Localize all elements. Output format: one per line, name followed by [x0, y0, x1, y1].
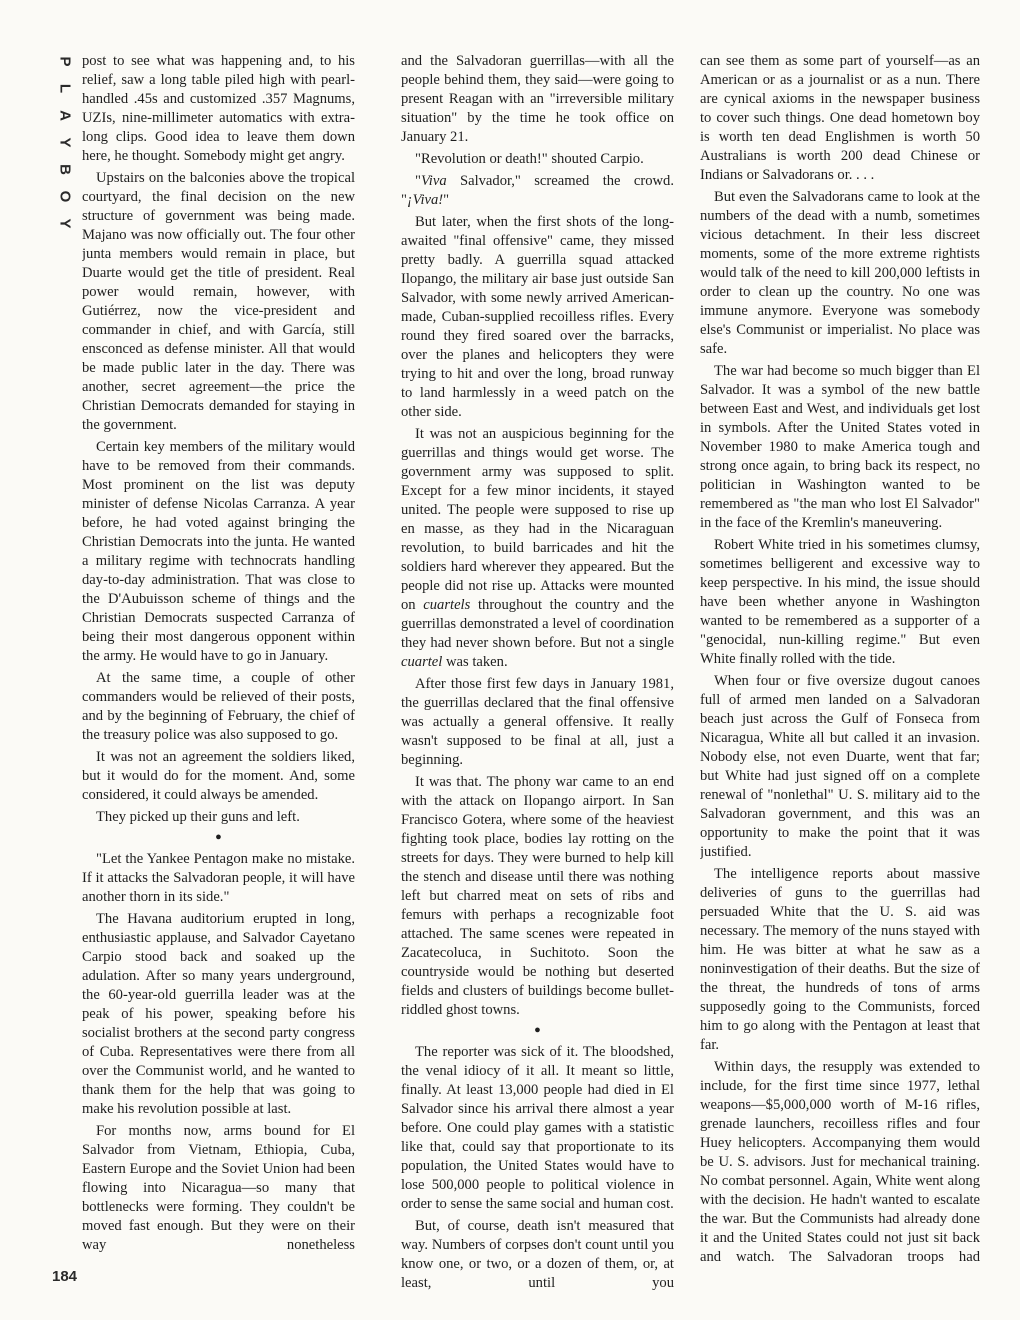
mag-letter: O — [56, 190, 74, 203]
paragraph: It was that. The phony war came to an end with the attack on Ilopango airport. In San Francisco Gotera, where some of the heaviest fighting took place, bodies lay rotting on the streets for days. They were burned to help kill the stench and disease until there was nothing left but charred meat on sets of ribs and femurs with perhaps a recognizable foot attached. The same scenes were repeated in Zacatecoluca, in Suchitoto. Soon the countryside would be nothing but deserted fields and clusters of buildings become bullet-riddled ghost towns. — [401, 774, 674, 1018]
paragraph: After those first few days in January 1981, the guerrillas declared that the final offensive was actually a general offensive. It really wasn't supposed to be final at all, just a beginning. — [401, 676, 674, 768]
paragraph: Robert White tried in his sometimes clumsy, sometimes belligerent and excessive way to keep perspective. In his mind, the issue should have been whether anyone in Washington wanted to be remembered as a supporter of a "genocidal, nun-killing regime." But even White finally rolled with the tide. — [700, 537, 980, 667]
italic-text: ¡Viva! — [406, 192, 444, 208]
paragraph: and the Salvadoran guerrillas—with all the people behind them, they said—were going to present Reagan with an "irreversible military situation" by the time he took office on January 21. — [401, 53, 674, 145]
paragraph: The war had become so much bigger than El Salvador. It was a symbol of the new battle between East and West, and individuals get lost in symbols. After the United States voted in November 1980 to make America tough and strong once again, to bring back its respect, no politician in Washington wanted to be remembered as "the man who lost El Salvador" in the face of the Kremlin's maneuvering. — [700, 363, 980, 531]
text-run: " — [415, 173, 421, 189]
italic-text: cuartel — [401, 654, 443, 670]
article-column-2 — [401, 52, 674, 1302]
paragraph: Upstairs on the balconies above the tropical courtyard, the final decision on the new structure of government was being made. Majano was now officially out. The four other junta members would remain in place, but Duarte would get the title of president. Real power would remain, however, with Gutiérrez, now the vice-president and commander in chief, and with García, still ensconced as defense minister. All that would be made public later in the day. There was another, secret agreement—the price the Christian Democrats demanded for staying in the government. — [82, 170, 355, 433]
paragraph: But even the Salvadorans came to look at the numbers of the dead with a numb, sometimes vicious detachment. In their less discreet moments, some of the more extreme rightists would talk of the need to kill 200,000 leftists in order to clean up the country. No one was immune anymore. Everyone was somebody else's Communist or imperialist. No place was safe. — [700, 189, 980, 357]
italic-text: Viva — [420, 173, 447, 189]
paragraph: can see them as some part of yourself—as an American or as a journalist or as a nun. There are cynical axioms in the newspaper business to cover such things. One dead hometown boy is worth ten dead Englishmen is worth 50 Australians is worth 200 dead Chinese or Indians or Salvadorans or. . . . — [700, 53, 980, 183]
section-break-bullet: ● — [215, 831, 222, 843]
paragraph: The Havana auditorium erupted in long, enthusiastic applause, and Salvador Cayetano Carpio stood back and soaked up the adulation. After so many years underground, the 60-year-old guerrilla leader was at the peak of his power, speaking before his socialist brothers at the second party congress of Cuba. Representatives were there from all over the Communist world, and he wanted to thank them for the help that was going to make his revolution possible at last. — [82, 911, 355, 1117]
paragraph — [401, 425, 674, 672]
text-run: Salvador," screamed the crowd. " — [401, 173, 674, 208]
paragraph: When four or five oversize dugout canoes full of armed men landed on a Salvadoran beach just across the Gulf of Fonseca from Nicaragua, White all but called it an invasion. Nobody else, not even Duarte, went that far; but White had just signed off on a complete renewal of "nonlethal" U. S. military aid to the Salvadoran government, and this was an opportunity to make the point that it was justified. — [700, 673, 980, 860]
paragraph — [401, 172, 674, 210]
paragraph: But later, when the first shots of the long-awaited "final offensive" came, they missed pretty badly. A guerrilla squad attacked Ilopango, the military air base just outside San Salvador, with some newly arrived American-made, Cuban-supplied recoilless rifles. Every round they fired soared over the barracks, over the planes and helicopters they were trying to hit and over the long, broad runway to land harmlessly in a weed patch on the other side. — [401, 214, 674, 420]
paragraph: But, of course, death isn't measured that way. Numbers of corpses don't count until you know one, or two, or a dozen of them, or, at least, until you — [401, 1218, 674, 1291]
paragraph: At the same time, a couple of other commanders would be relieved of their posts, and by the beginning of February, the chief of the treasury police was also supposed to go. — [82, 670, 355, 743]
mag-letter: A — [56, 110, 74, 121]
paragraph: It was not an agreement the soldiers liked, but it would do for the moment. And, some considered, it could always be amended. — [82, 749, 355, 803]
article-column-1 — [82, 52, 355, 1302]
article-column-3 — [700, 52, 980, 1302]
mag-letter: Y — [56, 218, 74, 229]
italic-text: cuartels — [423, 597, 471, 613]
mag-letter: L — [56, 83, 74, 94]
paragraph: Certain key members of the military would have to be removed from their commands. Most prominent on the list was deputy minister of defense Nicolas Carranza. A year before, he had voted against bringing the Christian Democrats into the junta. He wanted a military regime with technocrats handling day-to-day administration. That was close to the D'Aubuisson scheme of things and the Christian Democrats suspected Carranza of being their most dangerous opponent within the army. He would have to go in January. — [82, 439, 355, 664]
mag-letter: B — [56, 164, 74, 175]
paragraph: "Let the Yankee Pentagon make no mistake. If it attacks the Salvadoran people, it will have another thorn in its side." — [82, 851, 355, 905]
paragraph: The intelligence reports about massive deliveries of guns to the guerrillas had persuaded White that the U. S. aid was necessary. The memory of the nuns stayed with him. He was bitter at what he saw as a noninvestigation of their deaths. But the size of the threat, the hundreds of tons of arms supposedly going to the Communists, forced him to go along with the Pentagon at least that far. — [700, 866, 980, 1053]
text-run: It was not an auspicious beginning for the guerrillas and things would get worse. The government army was supposed to split. Except for a few minor incidents, it stayed united. The people were supposed to rise up en masse, as they had in the Nicaraguan revolution, to build barricades and hit the soldiers hard wherever they appeared. But the people did not rise up. Attacks were mounted on — [401, 426, 674, 613]
mag-letter: P — [56, 56, 74, 67]
paragraph: They picked up their guns and left. — [96, 809, 300, 825]
mag-letter: Y — [56, 137, 74, 148]
page-number: 184 — [52, 1268, 78, 1285]
paragraph: post to see what was happening and, to his relief, saw a long table piled high with pearl-handled .45s and customized .357 Magnums, UZIs, nine-millimeter automatics with extra-long clips. Good idea to leave them down here, he thought. Somebody might get angry. — [82, 53, 355, 164]
paragraph: For months now, arms bound for El Salvador from Vietnam, Ethiopia, Cuba, Eastern Europe and the Soviet Union had been flowing into Nicaragua—so many that bottlenecks were forming. They couldn't be moved fast enough. But they were on their way nonetheless — [82, 1123, 355, 1253]
magazine-name-vertical — [54, 48, 76, 237]
paragraph: The reporter was sick of it. The bloodshed, the venal idiocy of it all. It meant so little, finally. At least 13,000 people had died in El Salvador since his arrival there almost a year before. One could play games with a statistic like that, could say that proportionate to its population, the United States would have to lose 500,000 people to political violence in order to sense the same social and human cost. — [401, 1044, 674, 1212]
text-run: " — [443, 192, 450, 208]
paragraph: "Revolution or death!" shouted Carpio. — [415, 151, 644, 167]
text-run: was taken. — [442, 654, 508, 670]
text-run: throughout the country and the guerrillas demonstrated a level of coordination they had never shown before. But not a single — [401, 597, 674, 651]
paragraph: Within days, the resupply was extended to include, for the first time since 1977, lethal weapons—$5,000,000 worth of M-16 rifles, grenade launchers, recoilless rifles and four Huey helicopters. Accompanying them would be U. S. advisors. Just for mechanical training. No combat personnel. Again, White went along with the decision. He hadn't wanted to escalate the war. But the Communists had already done it and the United States could not just sit back and watch. The Salvadoran troops had — [700, 1059, 980, 1265]
section-break-bullet: ● — [534, 1024, 541, 1036]
